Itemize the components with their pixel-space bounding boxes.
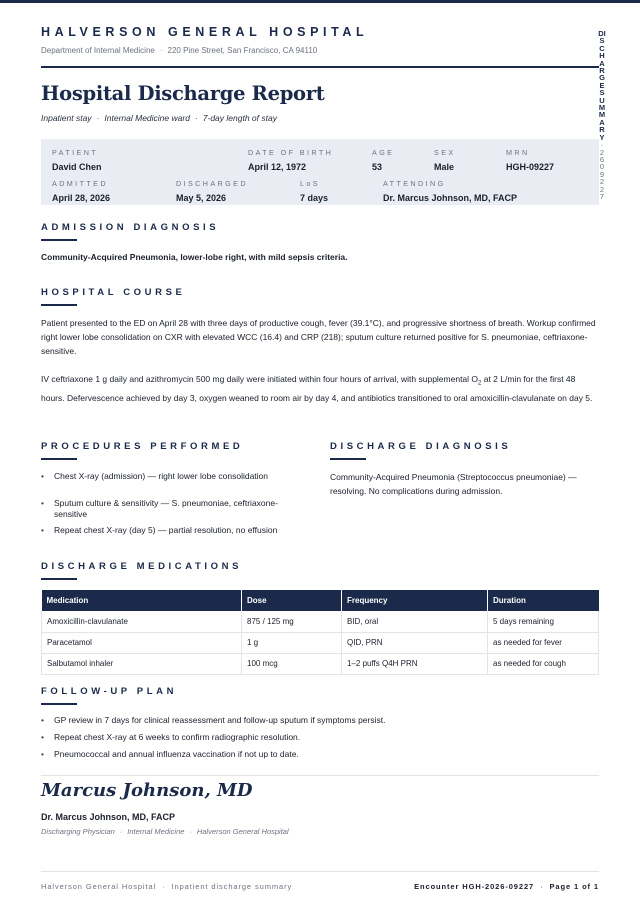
patient-name: David Chen xyxy=(52,162,102,172)
side-label-code: · 260922 7 xyxy=(599,140,605,201)
discharged-value: May 5, 2026 xyxy=(176,193,227,203)
table-cell: 1–2 puffs Q4H PRN xyxy=(342,653,488,674)
section-underline xyxy=(41,458,77,460)
side-document-label xyxy=(598,30,606,200)
footer-right: Encounter HGH-2026-09227 · Page 1 of 1 xyxy=(414,882,599,891)
encounter-id: Encounter HGH-2026-09227 xyxy=(414,882,535,891)
follow-up-heading: FOLLOW-UP PLAN xyxy=(41,686,178,697)
admission-diagnosis-text: Community-Acquired Pneumonia, lower-lobe right, with mild sepsis criteria. xyxy=(41,252,348,262)
procedures-list xyxy=(41,471,281,536)
mrn-field: MRN HGH-09227 xyxy=(506,148,555,172)
table-cell: BID, oral xyxy=(342,611,488,632)
length-of-stay: 7-day length of stay xyxy=(202,113,277,123)
table-cell: as needed for cough xyxy=(488,653,599,674)
footer-divider xyxy=(41,871,599,872)
signatory-name: Dr. Marcus Johnson, MD, FACP xyxy=(41,812,176,822)
handwritten-signature: Marcus Johnson, MD xyxy=(41,780,253,801)
table-cell: Amoxicillin-clavulanate xyxy=(42,611,242,632)
hospital-course-paragraph-1: Patient presented to the ED on April 28 with three days of productive cough, fever (39.1°C), and progressive shortness of breath. Workup confirmed right lower lobe consolidation on CXR with elevated WCC (16.4) and CRP (218); sputum culture returned positive for S. pneumoniae, ceftriaxone-sensitive. xyxy=(41,318,596,356)
table-cell: 100 mcg xyxy=(242,653,342,674)
procedures-heading: PROCEDURES PERFORMED xyxy=(41,441,244,452)
list-item: • GP review in 7 days for clinical reassessment and follow-up sputum if symptoms persist. xyxy=(41,715,599,727)
table-row xyxy=(42,653,599,674)
signatory-role: Discharging Physician · Internal Medicine · Halverson General Hospital xyxy=(41,827,289,836)
table-row xyxy=(42,632,599,653)
table-cell: Salbutamol inhaler xyxy=(42,653,242,674)
table-cell: 875 / 125 mg xyxy=(242,611,342,632)
dob-value: April 12, 1972 xyxy=(248,162,307,172)
report-title: Hospital Discharge Report xyxy=(41,82,325,105)
attending-value: Dr. Marcus Johnson, MD, FACP xyxy=(383,193,518,203)
section-underline xyxy=(41,578,77,580)
hospital-name: HALVERSON GENERAL HOSPITAL xyxy=(41,25,369,39)
table-cell: 5 days remaining xyxy=(488,611,599,632)
list-item: • Pneumococcal and annual influenza vaccination if not up to date. xyxy=(41,749,599,761)
list-item: • Repeat chest X-ray (day 5) — partial resolution, no effusion xyxy=(41,525,281,537)
age-value: 53 xyxy=(372,162,383,172)
list-item: • Sputum culture & sensitivity — S. pneumoniae, ceftriaxone-sensitive xyxy=(41,498,281,521)
section-underline xyxy=(41,239,77,241)
los-field: LoS 7 days xyxy=(300,179,329,203)
sex-value: Male xyxy=(434,162,455,172)
discharge-diagnosis-text: Community-Acquired Pneumonia (Streptococcus pneumoniae) — resolving. No complications during admission. xyxy=(330,472,577,496)
mrn-value: HGH-09227 xyxy=(506,162,555,172)
table-cell: Paracetamol xyxy=(42,632,242,653)
column-header: Frequency xyxy=(342,590,488,611)
table-row xyxy=(42,611,599,632)
table-cell: 1 g xyxy=(242,632,342,653)
table-cell: as needed for fever xyxy=(488,632,599,653)
list-item: • Repeat chest X-ray at 6 weeks to confirm radiographic resolution. xyxy=(41,732,599,744)
patient-field: PATIENT David Chen xyxy=(52,148,102,172)
section-underline xyxy=(330,458,366,460)
hospital-subline: Department of Internal Medicine · 220 Pine Street, San Francisco, CA 94110 xyxy=(41,46,318,55)
hospital-address: 220 Pine Street, San Francisco, CA 94110 xyxy=(167,46,318,55)
column-header: Medication xyxy=(42,590,242,611)
medications-table xyxy=(41,590,599,675)
age-field: AGE 53 xyxy=(372,148,395,172)
section-underline xyxy=(41,304,77,306)
page-number: Page 1 of 1 xyxy=(549,882,599,891)
column-header: Duration xyxy=(488,590,599,611)
discharged-field: DISCHARGED May 5, 2026 xyxy=(176,179,248,203)
los-value: 7 days xyxy=(300,193,329,203)
attending-field: ATTENDING Dr. Marcus Johnson, MD, FACP xyxy=(383,179,518,203)
stay-type: Inpatient stay xyxy=(41,113,92,123)
discharge-diagnosis-heading: DISCHARGE DIAGNOSIS xyxy=(330,441,512,452)
table-header-row xyxy=(42,590,599,611)
dob-field: DATE OF BIRTH April 12, 1972 xyxy=(248,148,334,172)
report-subtitle: Inpatient stay · Internal Medicine ward · 7-day length of stay xyxy=(41,113,277,123)
admission-diagnosis-heading: ADMISSION DIAGNOSIS xyxy=(41,222,220,233)
admitted-field: ADMITTED April 28, 2026 xyxy=(52,179,111,203)
header-divider xyxy=(41,66,599,68)
table-cell: QID, PRN xyxy=(342,632,488,653)
follow-up-list xyxy=(41,715,599,761)
patient-info-box xyxy=(41,139,599,205)
department: Department of Internal Medicine xyxy=(41,46,155,55)
medications-heading: DISCHARGE MEDICATIONS xyxy=(41,561,243,572)
footer-left: Halverson General Hospital · Inpatient discharge summary xyxy=(41,882,293,891)
sex-field: SEX Male xyxy=(434,148,456,172)
top-accent-bar xyxy=(0,0,640,3)
ward: Internal Medicine ward xyxy=(104,113,190,123)
list-item: • Chest X-ray (admission) — right lower lobe consolidation xyxy=(41,471,281,483)
hospital-course-paragraph-2: IV ceftriaxone 1 g daily and azithromycin 500 mg daily were initiated within four hours of arrival, with supplemental $O_2$ at 2 L/min for the first 48 hours. Defervescence achieved by day 3, oxygen weaned to room air by day 4, and antibiotics transitioned to oral amoxicillin-clavulanate on day 5. xyxy=(41,374,593,403)
side-label-title: DISCHARGE SUMMARY xyxy=(598,29,606,142)
hospital-course-heading: HOSPITAL COURSE xyxy=(41,287,186,298)
admitted-value: April 28, 2026 xyxy=(52,193,111,203)
signature-divider xyxy=(41,775,599,776)
section-underline xyxy=(41,703,77,705)
column-header: Dose xyxy=(242,590,342,611)
